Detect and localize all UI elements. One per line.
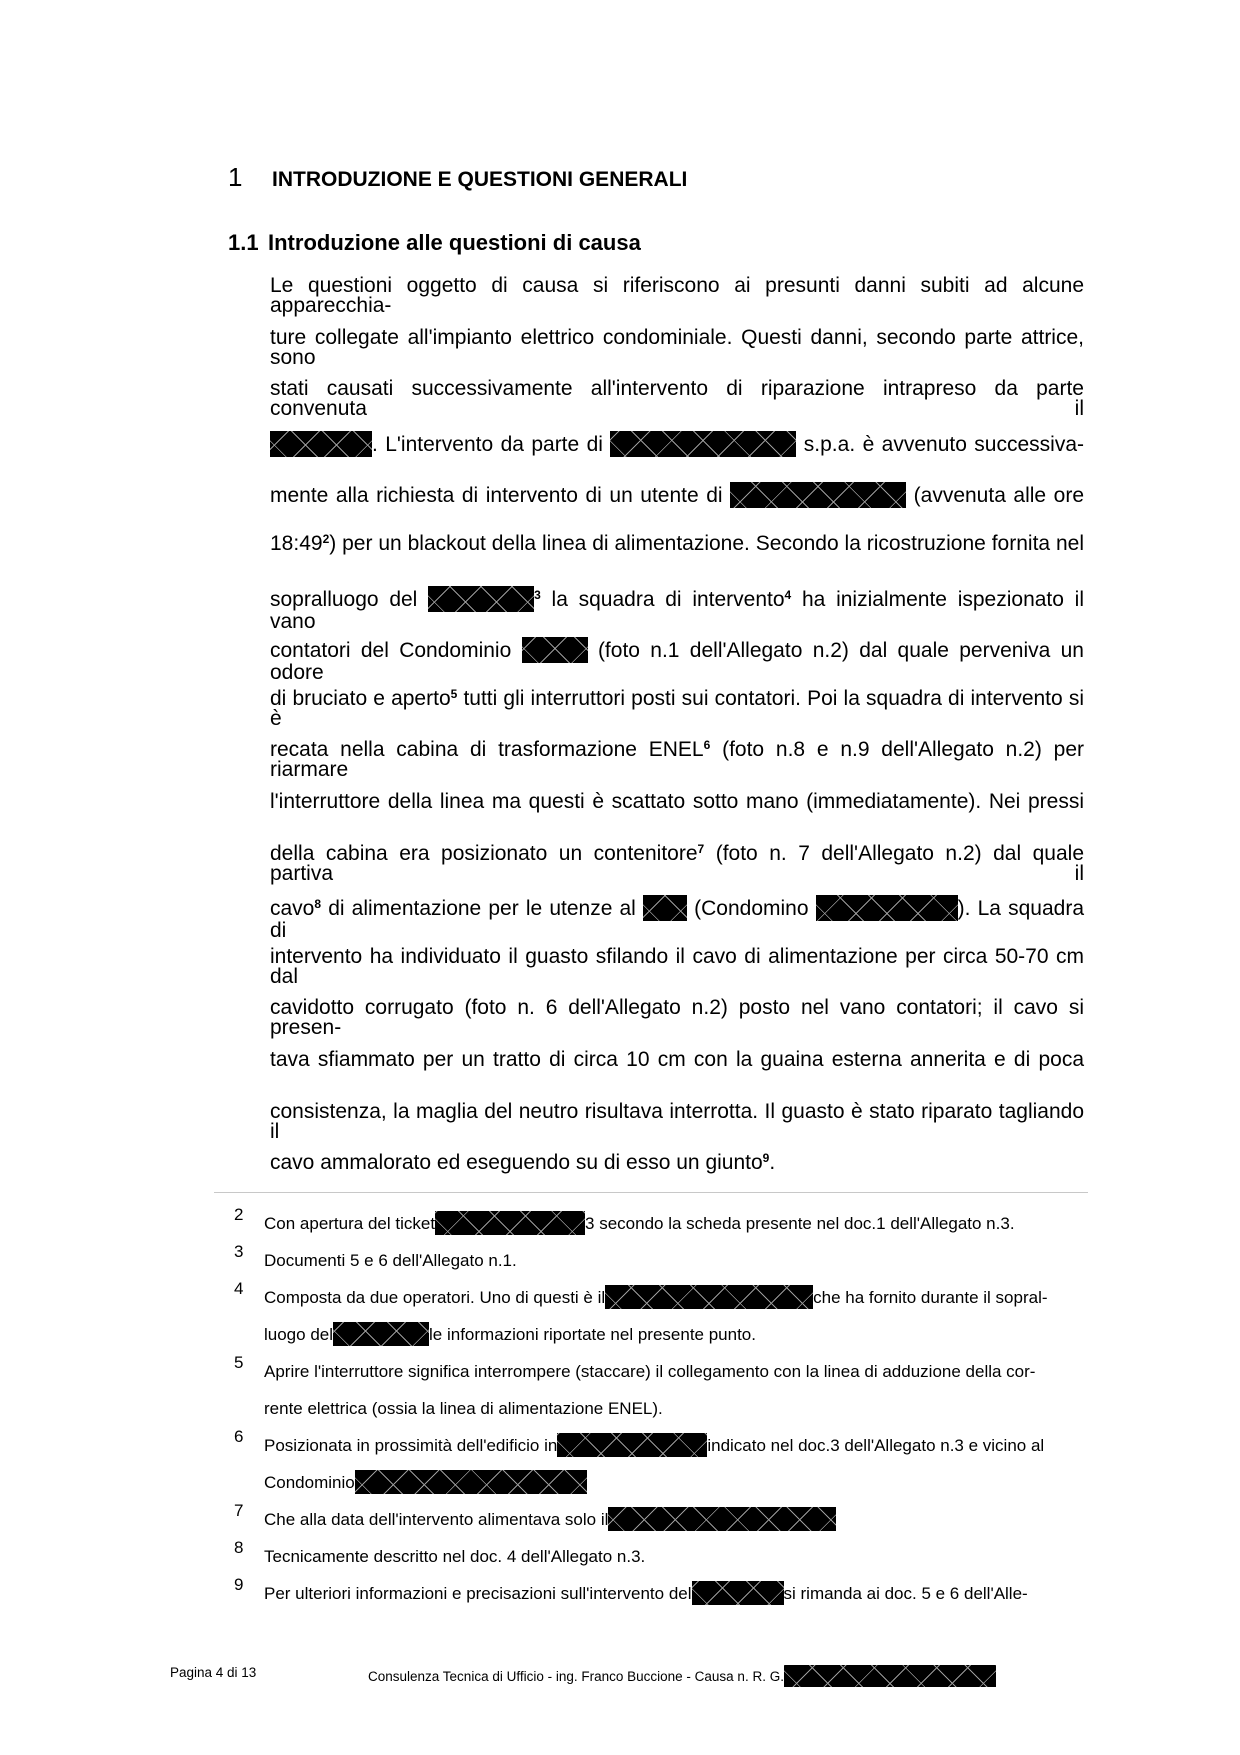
footnote-number: 9 <box>234 1575 244 1594</box>
text-line: sopralluogo del $^3$ la squadra di intervento$^4$ ha inizialmente ispezionato il vano <box>270 587 1085 633</box>
footnote-ref: 8 <box>314 897 322 912</box>
text-line: ture collegate all'impianto elettrico condominiale. Questi danni, secondo parte attrice, sono <box>270 325 1084 369</box>
redaction-box <box>730 482 906 508</box>
redaction-box <box>816 895 958 921</box>
body-paragraph <box>270 276 1084 1205</box>
redaction-box <box>557 1433 707 1457</box>
footnote-ref: 4 <box>784 587 792 602</box>
text-line: Le questioni oggetto di causa si riferiscono ai presunti danni subiti ad alcune apparecchia- <box>270 274 1084 317</box>
document-page: 1 INTRODUZIONE E QUESTIONI GENERALI 1.1 Introduzione alle questioni di causa Le questioni oggetto di causa si riferiscono ai presunti danni subiti ad alcune apparecchia- ture collegate all'impianto elettrico condominiale. Questi danni, secondo parte attrice, sono stati causati successivamente all'intervento di riparazione intrapreso da parte convenuta il . L'intervento da parte di s.p.a. è avvenuto successiva- mente alla richiesta di intervento di un utente di (avvenuta alle ore $18:49^2$) per un blackout della linea di alimentazione. Secondo la ricostruzione fornita nel sopralluogo del $^3$ la squadra di intervento$^4$ ha inizialmente ispezionato il vano contatori del Condominio (foto n.1 dell'Allegato n.2) dal quale perveniva un odore di bruciato e aperto$^5$ tutti gli interruttori posti sui contatori. Poi la squadra di intervento si è recata nella cabina di trasformazione ENEL$^6$ (foto n.8 e n.9 dell'Allegato n.2) per riarmare l'interruttore della linea ma questi è scattato sotto mano (immediatamente). Nei pressi della cabina era posizionato un contenitore$^7$ (foto n. 7 dell'Allegato n.2) dal quale partiva il cavo$^8$ di alimentazione per le utenze al (Condomino ). La squadra di intervento ha individuato il guasto sfilando il cavo di alimentazione per circa 50-70 cm dal cavidotto corrugato (foto n. 6 dell'Allegato n.2) posto nel vano contatori; il cavo si presen- tava sfiammato per un tratto di circa 10 cm con la guaina esterna annerita e di poca consistenza, la maglia del neutro risultava interrotta. Il guasto è stato riparato tagliando il cavo ammalorato ed eseguendo su di esso un giunto$^9$. 2 Con apertura del ticket 3 secondo la scheda presente nel doc.1 dell'Allegato n.3. 3 Documenti 5 e 6 dell'Allegato n.1. 4 Composta da due operatori. Uno di questi è il che ha fornito durante il sopral- luogo del le informazioni riportate nel presente punto. 5 Aprire l'interruttore significa interrompere (staccare) il collegamento con la linea di adduzione della cor- rente elettrica (ossia la linea di alimentazione ENEL). 6 Posizionata in prossimità dell'edificio in indicato nel doc.3 dell'Allegato n.3 e vicino al Condominio 7 Che alla data dell'intervento alimentava solo il 8 Tecnicamente descritto nel doc. 4 dell'Allegato n.3. 9 Per ulteriori informazioni e precisazioni sull'intervento del si rimanda ai doc. 5 e 6 dell'Alle- Pagina 4 di 13 Consulenza Tecnica di Ufficio - ing. Franco Buccione - Causa n. R. G. <box>0 0 1240 1755</box>
footnote-number: 4 <box>234 1279 244 1298</box>
footnote-ref: 6 <box>703 738 711 753</box>
section-title: INTRODUZIONE E QUESTIONI GENERALI <box>272 168 688 191</box>
text-line: stati causati successivamente all'intervento di riparazione intrapreso da parte convenuta il <box>270 377 1084 421</box>
footnote-number: 3 <box>234 1242 244 1261</box>
redaction-box <box>643 895 687 921</box>
footnote-ref: 5 <box>450 686 458 701</box>
footnote-separator <box>214 1192 1088 1193</box>
footer-page-number: Pagina 4 di 13 <box>170 1665 257 1680</box>
footnote-number: 2 <box>234 1205 244 1224</box>
redaction-box <box>355 1470 587 1494</box>
footnote-ref: 3 <box>534 587 541 602</box>
redaction-box <box>435 1211 585 1235</box>
section-number: 1 <box>228 162 243 192</box>
redaction-box <box>428 586 534 612</box>
redaction-box <box>608 1507 836 1531</box>
redaction-box <box>522 637 588 663</box>
footnote-ref: 2 <box>322 531 330 546</box>
footnote-number: 7 <box>234 1501 244 1520</box>
redaction-box <box>784 1665 996 1687</box>
subsection-title: Introduzione alle questioni di causa <box>268 230 641 255</box>
footnote-number: 8 <box>234 1538 244 1557</box>
text-line: tava sfiammato per un tratto di circa 10 cm con la guaina esterna annerita e di poca <box>270 1047 1084 1071</box>
text-line: cavo ammalorato ed eseguendo su di esso un giunto$^9$. <box>270 1151 776 1175</box>
text-line: cavidotto corrugato (foto n. 6 dell'Allegato n.2) posto nel vano contatori; il cavo si presen- <box>270 996 1084 1040</box>
subsection-heading <box>228 230 641 256</box>
redaction-box <box>605 1285 813 1309</box>
text-line: della cabina era posizionato un contenitore$^7$ (foto n. 7 dell'Allegato n.2) dal quale partiva il <box>270 841 1084 885</box>
text-line: mente alla richiesta di intervento di un utente di (avvenuta alle ore <box>270 484 1084 508</box>
text-line: . L'intervento da parte di s.p.a. è avvenuto successiva- <box>270 431 1084 483</box>
subsection-number: 1.1 <box>228 230 259 255</box>
footnote-ref: 7 <box>697 841 705 856</box>
redaction-box <box>692 1581 784 1605</box>
text-line: recata nella cabina di trasformazione ENEL$^6$ (foto n.8 e n.9 dell'Allegato n.2) per riarmare <box>270 738 1084 782</box>
footnote-number: 5 <box>234 1353 244 1372</box>
redaction-box <box>610 431 796 457</box>
footnote-ref: 9 <box>762 1151 770 1166</box>
text-line: $18:49^2$) per un blackout della linea di alimentazione. Secondo la ricostruzione fornita nel <box>270 531 1084 555</box>
redaction-box <box>270 431 372 457</box>
text-line: l'interruttore della linea ma questi è scattato sotto mano (immediatamente). Nei pressi <box>270 789 1084 813</box>
redaction-box <box>333 1322 429 1346</box>
footer-title: Consulenza Tecnica di Ufficio - ing. Franco Buccione - Causa n. R. G. <box>368 1665 996 1687</box>
text-line: contatori del Condominio (foto n.1 dell'Allegato n.2) dal quale perveniva un odore <box>270 639 1084 685</box>
text-line: intervento ha individuato il guasto sfilando il cavo di alimentazione per circa 50-70 cm dal <box>270 944 1084 988</box>
text-line: di bruciato e aperto$^5$ tutti gli interruttori posti sui contatori. Poi la squadra di intervento si è <box>270 686 1084 730</box>
section-heading <box>228 162 687 193</box>
footnote-number: 6 <box>234 1427 244 1446</box>
text-line: consistenza, la maglia del neutro risultava interrotta. Il guasto è stato riparato tagliando il <box>270 1099 1084 1143</box>
text-line: cavo$^8$ di alimentazione per le utenze al (Condomino ). La squadra di <box>270 897 1085 943</box>
